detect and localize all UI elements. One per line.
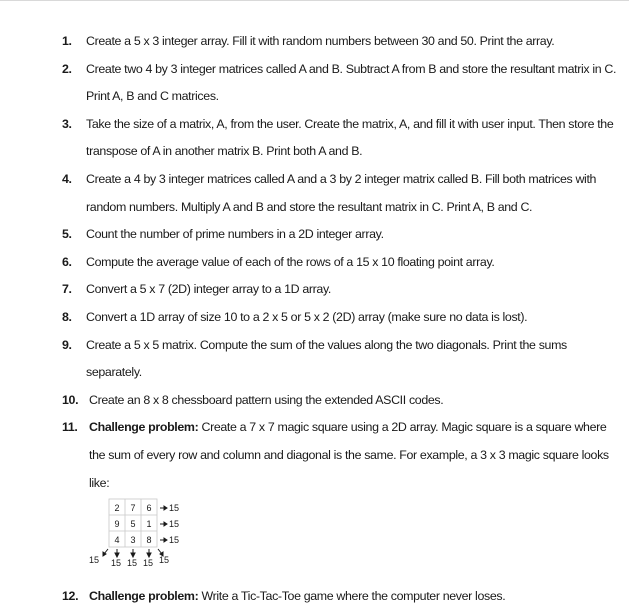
item-text: Convert a 1D array of size 10 to a 2 x 5 or 5 x 2 (2D) array (make sure no data is lost). (86, 309, 528, 324)
list-item-1 (62, 28, 622, 56)
item-text: Create an 8 x 8 chessboard pattern using the extended ASCII codes. (89, 392, 444, 407)
item-number: 4. (62, 171, 72, 186)
list-item-5 (62, 221, 622, 249)
cell: 7 (130, 503, 136, 514)
row-sum: 15 (169, 503, 180, 514)
list-item-7 (62, 276, 622, 304)
item-number: 8. (62, 309, 72, 324)
item-text: Create a 4 by 3 integer matrices called A and a 3 by 2 integer matrix called B. Fill both matrices with random numbers. Multiply A and B and store the resultant matrix in C. Print A, B and C. (86, 171, 597, 214)
item-text: Count the number of prime numbers in a 2D integer array. (86, 227, 384, 242)
item-text: Create two 4 by 3 integer matrices called A and B. Subtract A from B and store the resultant matrix in C. Print A, B and C matrices. (86, 61, 617, 104)
cell: 5 (130, 519, 136, 530)
item-number: 9. (62, 337, 72, 352)
item-number: 7. (62, 282, 72, 297)
cell: 3 (130, 535, 136, 546)
diagonal-sum: 15 (89, 555, 100, 566)
cell: 4 (114, 535, 120, 546)
item-number: 3. (62, 116, 72, 131)
list-item-12 (62, 583, 622, 611)
item-text: Take the size of a matrix, A, from the user. Create the matrix, A, and fill it with user input. Then store the transpose of A in another matrix B. Print both A and B. (86, 116, 614, 159)
column-sum: 15 (143, 558, 154, 569)
item-number: 1. (62, 34, 72, 48)
item-text: Create a 5 x 3 integer array. Fill it with random numbers between 30 and 50. Print the array. (86, 34, 555, 48)
item-number: 6. (62, 254, 72, 269)
challenge-label: Challenge problem: (89, 420, 199, 435)
list-item-3 (62, 111, 622, 166)
list-item-8 (62, 304, 622, 332)
row-sum: 15 (169, 519, 180, 530)
cell: 6 (146, 503, 152, 514)
item-number: 2. (62, 61, 72, 76)
cell: 2 (114, 503, 120, 514)
list-item-9 (62, 332, 622, 387)
list-item-11 (62, 414, 622, 497)
item-text: Convert a 5 x 7 (2D) integer array to a 1D array. (86, 282, 331, 297)
item-number: 12. (62, 589, 79, 604)
list-item-10 (62, 387, 622, 415)
top-divider (0, 0, 629, 1)
cell: 1 (146, 519, 152, 530)
item-number: 11. (62, 420, 78, 435)
exercise-list (62, 28, 622, 611)
row-sum: 15 (169, 535, 180, 546)
cell: 9 (114, 519, 120, 530)
column-sum: 15 (127, 558, 138, 569)
diagonal-sum: 15 (159, 555, 170, 566)
column-sum: 15 (111, 558, 122, 569)
item-text: Create a 5 x 5 matrix. Compute the sum of the values along the two diagonals. Print the sums separately. (86, 337, 567, 380)
list-item-2 (62, 56, 622, 111)
item-text: Create a 7 x 7 magic square using a 2D array. Magic square is a square where the sum of every row and column and diagonal is the same. For example, a 3 x 3 magic square looks like: (89, 420, 609, 490)
cell: 8 (146, 535, 152, 546)
magic-square-svg (87, 495, 227, 581)
item-number: 5. (62, 227, 72, 242)
list-item-6 (62, 249, 622, 277)
item-text: Compute the average value of each of the rows of a 15 x 10 floating point array. (86, 254, 495, 269)
item-text: Write a Tic-Tac-Toe game where the computer never loses. (201, 589, 506, 604)
magic-square-figure (87, 497, 622, 583)
challenge-label: Challenge problem: (89, 589, 199, 604)
list-item-4 (62, 166, 622, 221)
item-number: 10. (62, 392, 79, 407)
